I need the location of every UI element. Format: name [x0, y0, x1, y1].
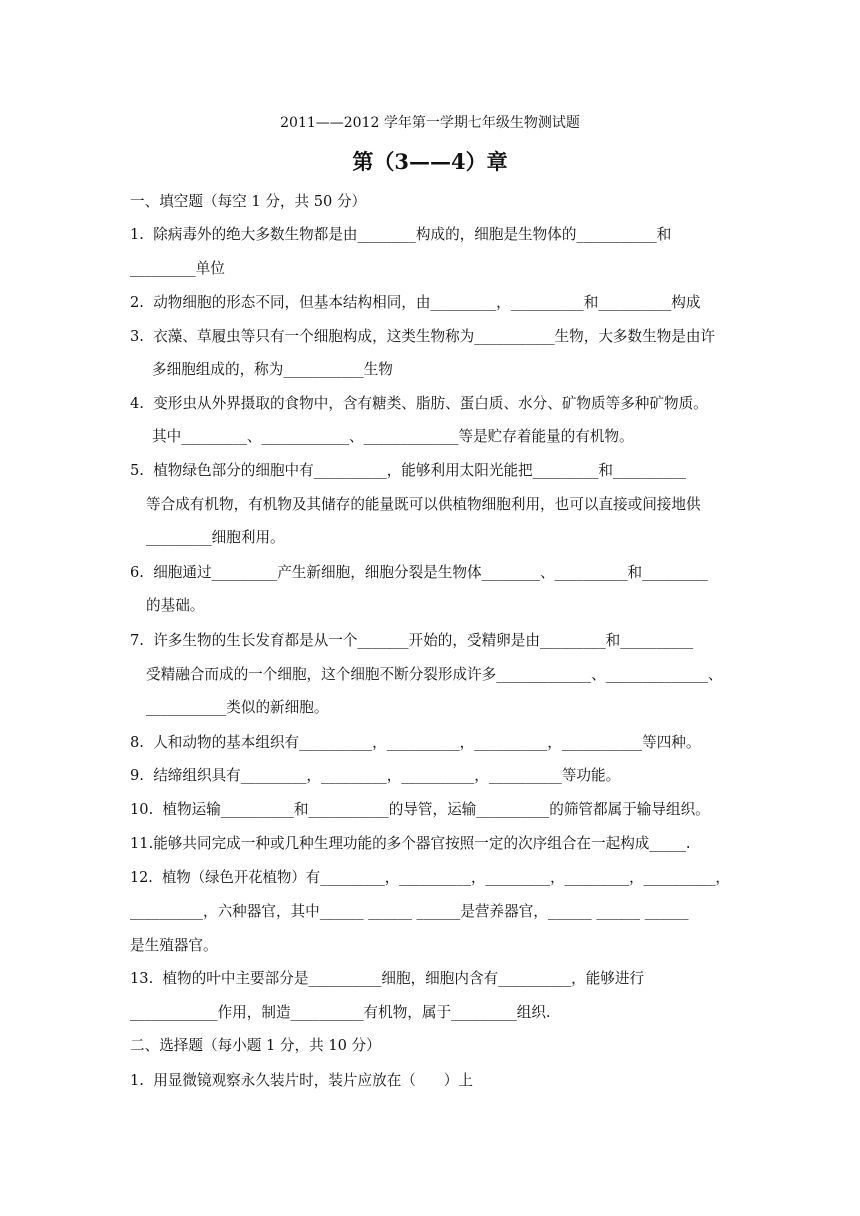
- question-line: 等合成有机物，有机物及其储存的能量既可以供植物细胞利用，也可以直接或间接地供: [146, 496, 701, 513]
- question-line: 1. 用显微镜观察永久装片时，装片应放在（ ）上: [130, 1072, 473, 1089]
- question-line: 1. 除病毒外的绝大多数生物都是由________构成的，细胞是生物体的___________和: [130, 226, 672, 243]
- question-line: 4. 变形虫从外界摄取的食物中，含有糖类、脂肪、蛋白质、水分、矿物质等多种矿物质。: [130, 395, 708, 412]
- question-line: 8. 人和动物的基本组织有__________，__________，__________，___________等四种。: [130, 734, 701, 751]
- question-line: 11.能够共同完成一种或几种生理功能的多个器官按照一定的次序组合在一起构成_____.: [130, 835, 691, 852]
- question-line: 10. 植物运输__________和___________的导管，运输__________的筛管都属于输导组织。: [130, 801, 710, 818]
- question-line: 是生殖器官。: [130, 937, 218, 954]
- question-line: 9. 结缔组织具有_________，_________，__________，__________等功能。: [130, 767, 621, 784]
- question-line: ___________类似的新细胞。: [146, 699, 329, 716]
- question-line: 13. 植物的叶中主要部分是__________细胞，细胞内含有__________，能够进行: [130, 970, 645, 987]
- question-line: __________，六种器官，其中______ ______ ______是营养器官，______ ______ ______: [130, 903, 689, 920]
- question-line: 受精融合而成的一个细胞，这个细胞不断分裂形成许多_____________、______________、: [146, 666, 723, 683]
- question-line: 5. 植物绿色部分的细胞中有__________，能够利用太阳光能把_________和__________: [130, 462, 686, 479]
- exam-subtitle: 2011——2012 学年第一学期七年级生物测试题: [280, 115, 580, 131]
- question-line: 6. 细胞通过_________产生新细胞，细胞分裂是生物体________、__________和_________: [130, 564, 708, 581]
- question-line: 3. 衣藻、草履虫等只有一个细胞构成，这类生物称为___________生物，大多数生物是由许: [130, 328, 716, 345]
- question-line: 其中_________、____________、_____________等是贮存着能量的有机物。: [152, 428, 634, 445]
- question-line: 7. 许多生物的生长发育都是从一个_______开始的，受精卵是由_________和__________: [130, 632, 694, 649]
- question-line: _________单位: [130, 260, 225, 277]
- question-line: 多细胞组成的，称为___________生物: [152, 361, 393, 378]
- question-line: 的基础。: [146, 597, 205, 614]
- exam-title: 第（3——4）章: [352, 149, 508, 174]
- section-heading-fill: 一、填空题（每空 1 分，共 50 分）: [130, 193, 367, 210]
- question-line: ____________作用，制造__________有机物，属于_________组织.: [130, 1004, 551, 1021]
- question-line: 12. 植物（绿色开花植物）有_________，__________，_________，_________，__________，: [130, 869, 730, 886]
- question-line: _________细胞利用。: [146, 529, 285, 546]
- section-heading-choice: 二、选择题（每小题 1 分，共 10 分）: [130, 1037, 381, 1054]
- question-line: 2. 动物细胞的形态不同，但基本结构相同，由_________，__________和__________构成: [130, 294, 701, 311]
